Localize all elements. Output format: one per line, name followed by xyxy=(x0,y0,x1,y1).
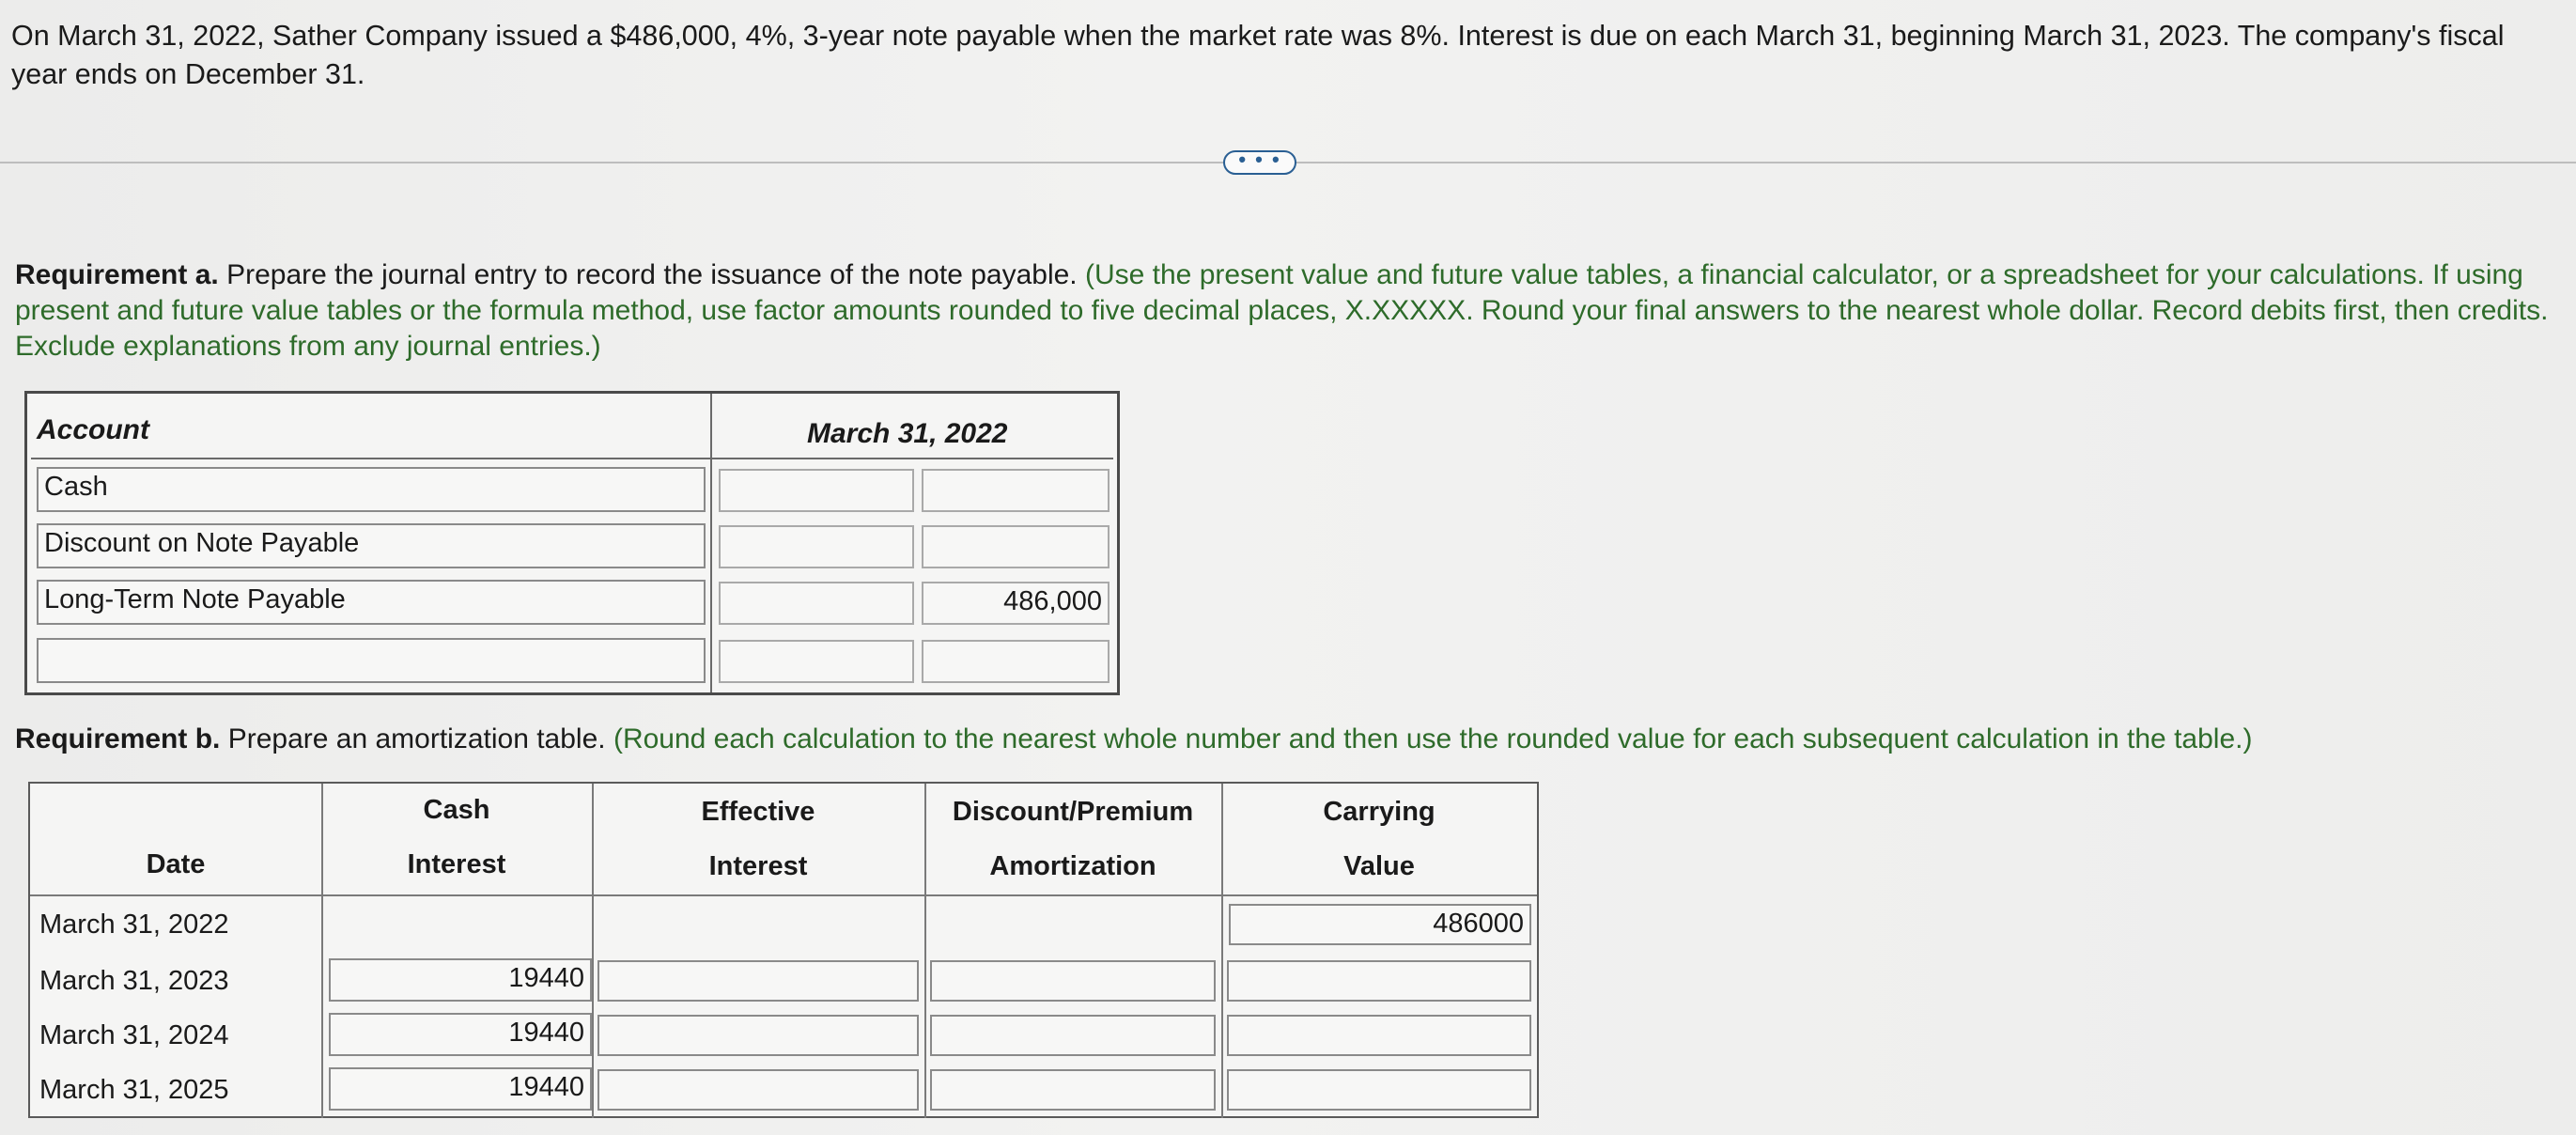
carrying-input-1[interactable]: 486000 xyxy=(1229,904,1531,945)
requirement-b xyxy=(15,722,2552,757)
more-options-button[interactable]: • • • xyxy=(1223,150,1296,175)
effective-interest-input-3[interactable] xyxy=(597,1015,919,1056)
effective-header-line2: Interest xyxy=(708,851,808,881)
effective-header-line1: Effective xyxy=(701,797,815,827)
column-divider xyxy=(592,784,594,1118)
amortization-input-4[interactable] xyxy=(930,1069,1216,1111)
credit-input-4[interactable] xyxy=(922,640,1110,683)
credit-input-3[interactable]: 486,000 xyxy=(922,582,1110,625)
requirement-a-text: Prepare the journal entry to record the issuance of the note payable. xyxy=(218,259,1085,290)
requirement-b-hint: (Round each calculation to the nearest whole number and then use the rounded value for each subsequent calculation in the table.) xyxy=(613,723,2253,754)
cash-interest-input-2[interactable]: 19440 xyxy=(329,958,592,1002)
header-divider xyxy=(31,458,1113,459)
requirement-b-text: Prepare an amortization table. xyxy=(220,723,613,754)
column-divider xyxy=(924,784,926,1118)
date-cell-3: March 31, 2024 xyxy=(39,1020,229,1050)
date-cell-4: March 31, 2025 xyxy=(39,1075,229,1105)
journal-entry-table xyxy=(24,391,1120,695)
carrying-header-line1: Carrying xyxy=(1323,797,1435,827)
column-divider xyxy=(1221,784,1223,1118)
account-header: Account xyxy=(37,414,149,445)
effective-interest-input-2[interactable] xyxy=(597,960,919,1002)
amortization-input-2[interactable] xyxy=(930,960,1216,1002)
carrying-input-2[interactable] xyxy=(1227,960,1531,1002)
debit-input-1[interactable] xyxy=(719,469,914,512)
header-divider xyxy=(30,894,1537,896)
debit-input-4[interactable] xyxy=(719,640,914,683)
cash-header-line2: Interest xyxy=(407,849,506,879)
carrying-header-line2: Value xyxy=(1343,851,1415,881)
date-header: March 31, 2022 xyxy=(807,418,1008,449)
debit-input-2[interactable] xyxy=(719,525,914,568)
requirement-a-label: Requirement a. xyxy=(15,259,219,290)
column-divider xyxy=(321,784,323,1118)
date-cell-1: March 31, 2022 xyxy=(39,910,229,940)
amortization-header-line2: Amortization xyxy=(989,851,1156,881)
cash-interest-input-4[interactable]: 19440 xyxy=(329,1067,592,1111)
date-header: Date xyxy=(146,849,206,879)
amortization-table xyxy=(28,782,1539,1118)
amortization-input-3[interactable] xyxy=(930,1015,1216,1056)
credit-input-2[interactable] xyxy=(922,525,1110,568)
carrying-input-4[interactable] xyxy=(1227,1069,1531,1111)
amortization-header-line1: Discount/Premium xyxy=(952,797,1194,827)
requirement-b-label: Requirement b. xyxy=(15,723,221,754)
requirement-a-hint: (Use the present value and future value tables, a financial calculator, or a spreadsheet for your calculations. If using present and future value tables or the formula method, use factor amounts rounded to five decimal places, X.XXXXX. Round your final answers to the nearest whole dollar. Record debits first, then credits. Exclude explanations from any journal entries.) xyxy=(15,259,2549,362)
account-input-4[interactable] xyxy=(37,638,706,683)
credit-input-1[interactable] xyxy=(922,469,1110,512)
account-input-2[interactable]: Discount on Note Payable xyxy=(37,523,706,568)
column-divider xyxy=(710,394,712,692)
carrying-input-3[interactable] xyxy=(1227,1015,1531,1056)
requirement-a xyxy=(15,257,2563,365)
problem-statement: On March 31, 2022, Sather Company issued a $486,000, 4%, 3-year note payable when the market rate was 8%. Interest is due on each March 31, beginning March 31, 2023. The company's fiscal year ends on December 31. xyxy=(11,20,2505,90)
effective-interest-input-4[interactable] xyxy=(597,1069,919,1111)
cash-interest-input-3[interactable]: 19440 xyxy=(329,1013,592,1056)
cash-header-line1: Cash xyxy=(423,795,490,825)
account-input-3[interactable]: Long-Term Note Payable xyxy=(37,580,706,625)
debit-input-3[interactable] xyxy=(719,582,914,625)
date-cell-2: March 31, 2023 xyxy=(39,966,229,996)
account-input-1[interactable]: Cash xyxy=(37,467,706,512)
